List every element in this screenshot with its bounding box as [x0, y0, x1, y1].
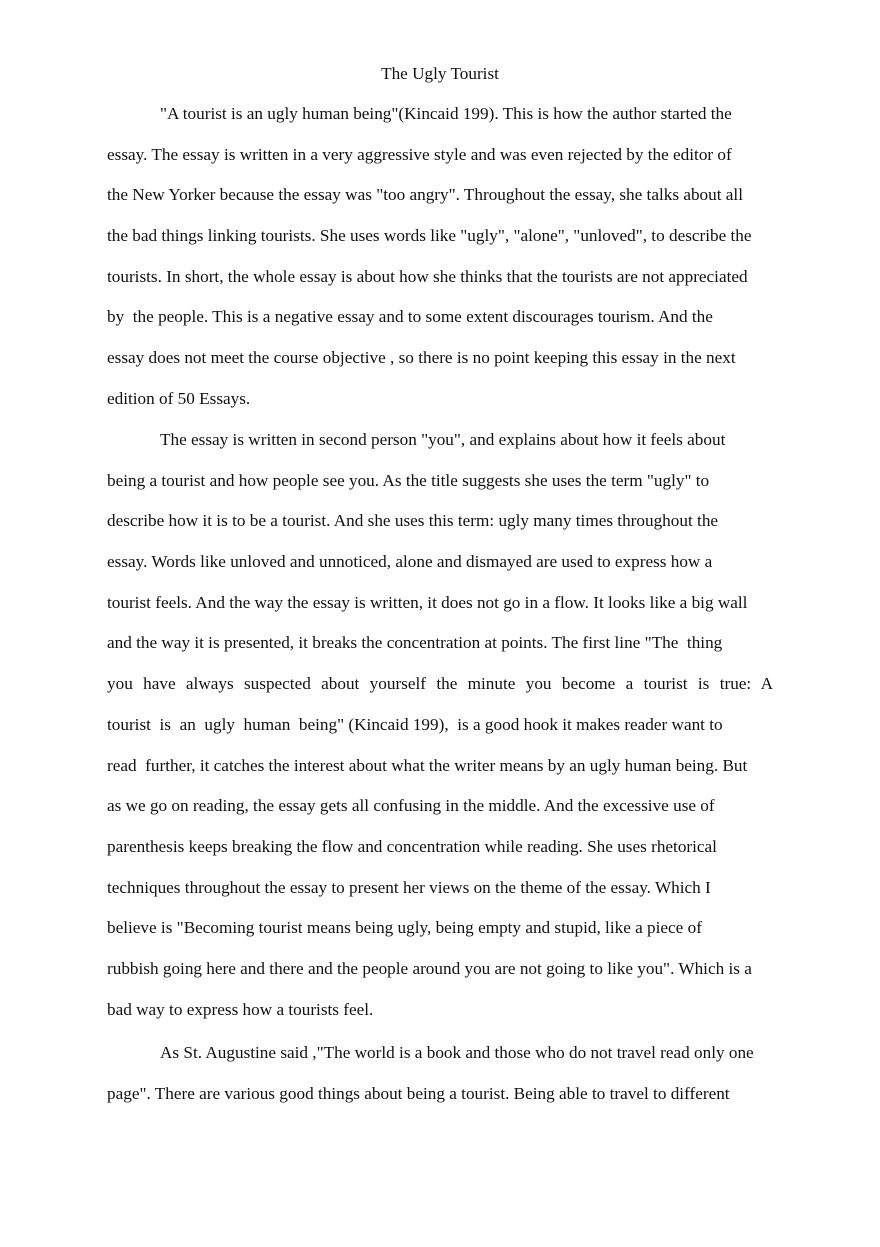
text-line: by the people. This is a negative essay and to some extent discourages tourism. And the [107, 307, 713, 327]
text-line: and the way it is presented, it breaks the concentration at points. The first line "The thing [107, 633, 723, 653]
text-line: essay. The essay is written in a very aggressive style and was even rejected by the editor of [107, 144, 732, 164]
text-line: rubbish going here and there and the people around you are not going to like you". Which is a [107, 958, 752, 978]
text-line: describe how it is to be a tourist. And she uses this term: ugly many times throughout the [107, 511, 719, 531]
text-line: the bad things linking tourists. She uses words like "ugly", "alone", "unloved", to describe the [107, 226, 752, 246]
text-line: as we go on reading, the essay gets all confusing in the middle. And the excessive use of [107, 796, 715, 816]
text-line: believe is "Becoming tourist means being ugly, being empty and stupid, like a piece of [107, 918, 702, 938]
text-line: page". There are various good things about being a tourist. Being able to travel to different [107, 1083, 730, 1103]
text-line: essay does not meet the course objective , so there is no point keeping this essay in the next [107, 348, 736, 368]
text-line: read further, it catches the interest about what the writer means by an ugly human being. But [107, 755, 748, 775]
text-line: being a tourist and how people see you. As the title suggests she uses the term "ugly" to [107, 470, 710, 490]
paragraph-3 [107, 1041, 773, 1122]
text-line: tourist feels. And the way the essay is written, it does not go in a flow. It looks like a big wall [107, 592, 748, 612]
text-line: edition of 50 Essays. [107, 388, 251, 408]
paragraph-1 [107, 102, 773, 428]
text-line: bad way to express how a tourists feel. [107, 999, 374, 1019]
text-line: the New Yorker because the essay was "too angry". Throughout the essay, she talks about all [107, 185, 743, 205]
text-line: As St. Augustine said ,"The world is a book and those who do not travel read only one [160, 1043, 754, 1062]
text-line: tourists. In short, the whole essay is about how she thinks that the tourists are not appreciated [107, 266, 748, 286]
document-title: The Ugly Tourist [381, 64, 499, 83]
paragraph-2 [107, 428, 773, 1038]
text-line: tourist is an ugly human being" (Kincaid 199), is a good hook it makes reader want to [107, 714, 723, 734]
text-line: techniques throughout the essay to present her views on the theme of the essay. Which I [107, 877, 711, 897]
text-line: you have always suspected about yourself the minute you become a tourist is true: A [107, 674, 773, 694]
text-line: The essay is written in second person "you", and explains about how it feels about [160, 430, 726, 449]
text-line: essay. Words like unloved and unnoticed, alone and dismayed are used to express how a [107, 552, 713, 572]
text-line: parenthesis keeps breaking the flow and concentration while reading. She uses rhetorical [107, 836, 717, 856]
text-line: "A tourist is an ugly human being"(Kincaid 199). This is how the author started the [160, 104, 732, 123]
